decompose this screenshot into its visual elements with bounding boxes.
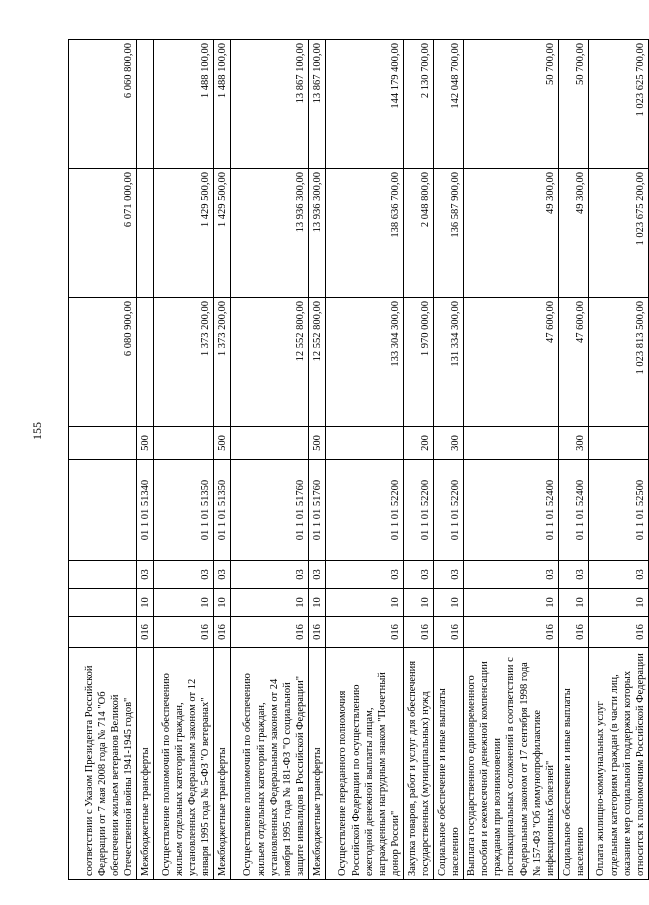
table-row [214,40,231,880]
section-code: 10 [326,589,404,617]
subsection-code: 03 [326,561,404,589]
amount-col-2: 1 429 500,00 [214,169,231,298]
row-name: Межбюджетные трансферты [214,648,231,880]
target-article: 01 1 01 51350 [154,460,214,561]
subsection-code: 03 [558,561,588,589]
amount-col-1: 1 373 200,00 [214,298,231,427]
expense-type: 300 [558,427,588,460]
ministry-code: 016 [464,617,559,648]
section-code: 10 [214,589,231,617]
ministry-code: 016 [434,617,464,648]
ministry-code: 016 [404,617,434,648]
table-row [464,40,559,880]
row-name: Межбюджетные трансферты [137,648,154,880]
subsection-code: 03 [309,561,326,589]
target-article: 01 1 01 52400 [464,460,559,561]
section-code [69,589,137,617]
budget-table [68,39,649,880]
target-article: 01 1 01 52400 [558,460,588,561]
amount-col-3 [137,40,154,169]
amount-col-3: 13 867 100,00 [309,40,326,169]
amount-col-1: 47 600,00 [464,298,559,427]
amount-col-2: 136 587 900,00 [434,169,464,298]
amount-col-2: 2 048 800,00 [404,169,434,298]
ministry-code: 016 [558,617,588,648]
section-code: 10 [231,589,309,617]
expense-type [326,427,404,460]
table-row [154,40,214,880]
rotated-table-wrapper [68,40,646,880]
target-article [69,460,137,561]
subsection-code: 03 [214,561,231,589]
section-code: 10 [137,589,154,617]
amount-col-2 [137,169,154,298]
ministry-code: 016 [309,617,326,648]
amount-col-3: 142 048 700,00 [434,40,464,169]
amount-col-2: 13 936 300,00 [231,169,309,298]
expense-type: 200 [404,427,434,460]
row-name: Осуществление полномочий по обеспечению жильем отдельных категорий граждан, установленных Федеральным законом от 24 ноября 1995 года № 181-ФЗ "О социальной защите инвалидов в Российской Федерации" [231,648,309,880]
amount-col-2: 13 936 300,00 [309,169,326,298]
amount-col-3: 6 060 800,00 [69,40,137,169]
target-article: 01 1 01 52200 [326,460,404,561]
target-article: 01 1 01 52200 [404,460,434,561]
amount-col-3: 50 700,00 [558,40,588,169]
section-code: 10 [154,589,214,617]
table-row [326,40,404,880]
amount-col-3: 2 130 700,00 [404,40,434,169]
amount-col-1: 1 023 813 500,00 [588,298,648,427]
amount-col-1: 47 600,00 [558,298,588,427]
row-name: Социальное обеспечение и иные выплаты населению [434,648,464,880]
ministry-code: 016 [154,617,214,648]
amount-col-2: 1 429 500,00 [154,169,214,298]
row-name: Осуществление переданного полномочия Российской Федерации по осуществлению ежегодной денежной выплаты лицам, награжденным нагрудным знаком "Почетный донор России" [326,648,404,880]
ministry-code: 016 [588,617,648,648]
target-article: 01 1 01 51340 [137,460,154,561]
section-code: 10 [404,589,434,617]
amount-col-3: 13 867 100,00 [231,40,309,169]
expense-type [588,427,648,460]
amount-col-2: 49 300,00 [464,169,559,298]
row-name: Выплата государственного единовременного пособия и ежемесячной денежной компенсации гражданам при возникновении поствакцинальных осложнений в соответствии с Федеральным законом от 17 сентября 1998 года № 157-ФЗ "Об иммунопрофилактике инфекционных болезней" [464,648,559,880]
row-name: Оплата жилищно-коммунальных услуг отдельным категориям граждан (в части лиц, оказание мер социальной поддержки которых относится к полномочиям Российской Федерации [588,648,648,880]
expense-type [69,427,137,460]
ministry-code [69,617,137,648]
table-body [69,40,649,880]
amount-col-3: 1 023 625 700,00 [588,40,648,169]
expense-type [464,427,559,460]
amount-col-1: 1 970 000,00 [404,298,434,427]
ministry-code: 016 [137,617,154,648]
row-name: Межбюджетные трансферты [309,648,326,880]
amount-col-2: 1 023 675 200,00 [588,169,648,298]
target-article: 01 1 01 51760 [309,460,326,561]
table-row [137,40,154,880]
amount-col-2: 6 071 000,00 [69,169,137,298]
ministry-code: 016 [326,617,404,648]
expense-type: 500 [309,427,326,460]
subsection-code: 03 [464,561,559,589]
section-code: 10 [434,589,464,617]
amount-col-1: 12 552 800,00 [309,298,326,427]
target-article: 01 1 01 51350 [214,460,231,561]
target-article: 01 1 01 52200 [434,460,464,561]
amount-col-2: 49 300,00 [558,169,588,298]
expense-type: 300 [434,427,464,460]
amount-col-3: 50 700,00 [464,40,559,169]
section-code: 10 [588,589,648,617]
section-code: 10 [464,589,559,617]
subsection-code: 03 [137,561,154,589]
amount-col-1: 131 334 300,00 [434,298,464,427]
row-name: Закупка товаров, работ и услуг для обеспечения государственных (муниципальных) нужд [404,648,434,880]
table-row [309,40,326,880]
row-name: соответствии с Указом Президента Российской Федерации от 7 мая 2008 года № 714 "Об обеспечении жильем ветеранов Великой Отечественной войны 1941-1945 годов" [69,648,137,880]
subsection-code [69,561,137,589]
row-name: Социальное обеспечение и иные выплаты населению [558,648,588,880]
subsection-code: 03 [154,561,214,589]
amount-col-1 [137,298,154,427]
amount-col-1: 1 373 200,00 [154,298,214,427]
amount-col-2: 138 636 700,00 [326,169,404,298]
table-row [69,40,137,880]
subsection-code: 03 [404,561,434,589]
amount-col-3: 1 488 100,00 [154,40,214,169]
table-row [558,40,588,880]
expense-type: 500 [137,427,154,460]
amount-col-1: 133 304 300,00 [326,298,404,427]
target-article: 01 1 01 51760 [231,460,309,561]
section-code: 10 [558,589,588,617]
amount-col-1: 12 552 800,00 [231,298,309,427]
subsection-code: 03 [231,561,309,589]
subsection-code: 03 [588,561,648,589]
amount-col-3: 1 488 100,00 [214,40,231,169]
amount-col-1: 6 080 900,00 [69,298,137,427]
expense-type [154,427,214,460]
table-row [434,40,464,880]
table-row [404,40,434,880]
section-code: 10 [309,589,326,617]
table-row [588,40,648,880]
subsection-code: 03 [434,561,464,589]
expense-type [231,427,309,460]
ministry-code: 016 [214,617,231,648]
row-name: Осуществление полномочий по обеспечению жильем отдельных категорий граждан, установленных Федеральным законом от 12 января 1995 года № 5-ФЗ "О ветеранах" [154,648,214,880]
table-row [231,40,309,880]
ministry-code: 016 [231,617,309,648]
amount-col-3: 144 179 400,00 [326,40,404,169]
expense-type: 500 [214,427,231,460]
target-article: 01 1 01 52500 [588,460,648,561]
page-number: 155 [30,422,44,440]
